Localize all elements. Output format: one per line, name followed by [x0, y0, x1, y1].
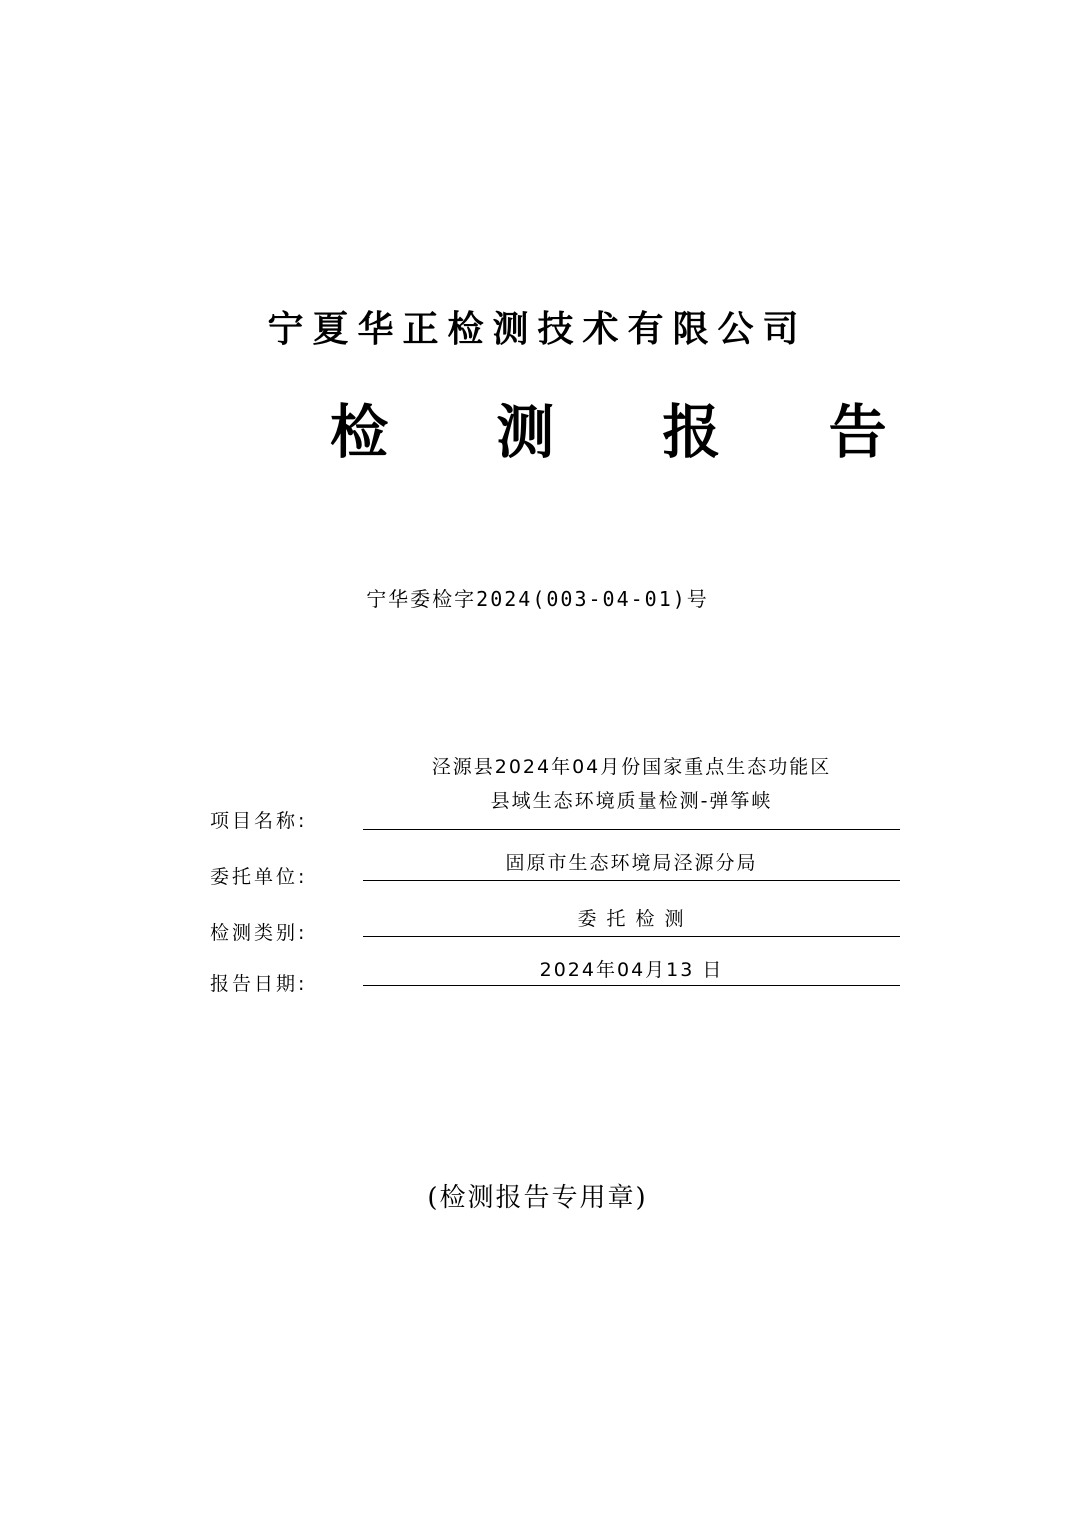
- report-title: 检 测 报 告: [330, 398, 931, 466]
- test-category-value: 委 托 检 测: [577, 908, 686, 930]
- client-label: 委托单位:: [210, 866, 308, 888]
- project-name-value: [363, 754, 900, 814]
- report-date-label: 报告日期:: [210, 973, 308, 995]
- project-name-value-line1: 泾源县2024年04月份国家重点生态功能区: [431, 756, 832, 778]
- project-name-underline: [363, 829, 900, 830]
- seal-note: (检测报告专用章): [427, 1183, 648, 1213]
- report-date-value-wrap: [363, 957, 900, 983]
- company-name: 宁夏华正检测技术有限公司: [267, 308, 808, 350]
- test-category-value-wrap: [363, 906, 900, 932]
- client-value: 固原市生态环境局泾源分局: [505, 852, 758, 874]
- report-date-row: [210, 957, 900, 993]
- client-row: [210, 850, 900, 886]
- project-name-row: [210, 750, 900, 832]
- project-name-label: 项目名称:: [210, 810, 308, 832]
- report-date-value: 2024年04月13 日: [539, 959, 724, 981]
- report-number: 宁华委检字2024(003-04-01)号: [366, 587, 709, 611]
- client-underline: [363, 880, 900, 881]
- test-category-label: 检测类别:: [210, 922, 308, 944]
- report-date-underline: [363, 985, 900, 986]
- test-category-row: [210, 906, 900, 942]
- client-value-wrap: [363, 850, 900, 876]
- test-category-underline: [363, 936, 900, 937]
- project-name-value-line2: 县域生态环境质量检测-弹筝峡: [490, 790, 773, 812]
